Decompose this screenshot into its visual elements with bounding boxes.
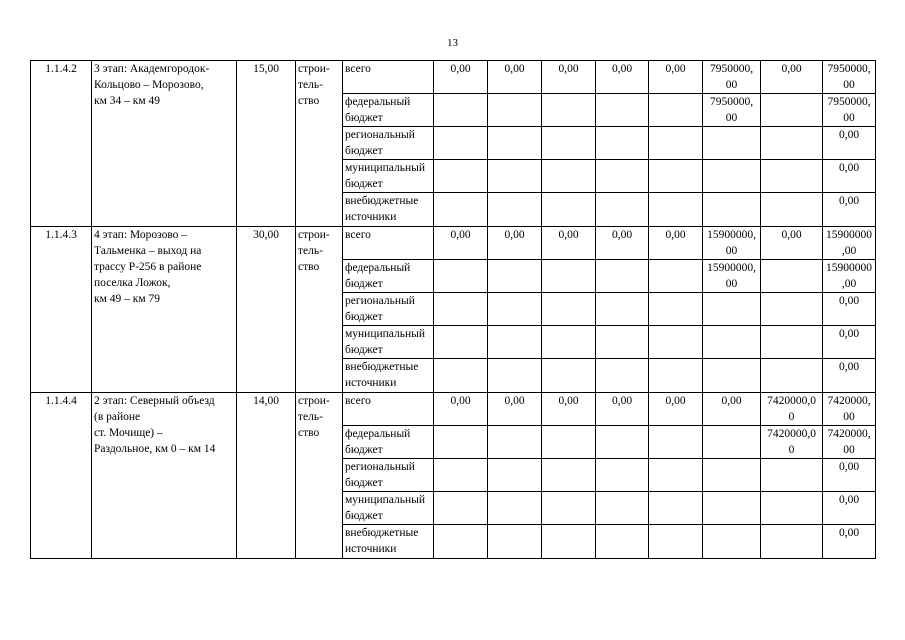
value-cell — [703, 293, 761, 326]
value-cell — [649, 426, 703, 459]
value-cell: 0,00 — [434, 227, 488, 260]
value-cell — [761, 326, 823, 359]
funding-source: внебюджетные источники — [343, 193, 434, 227]
value-cell — [649, 127, 703, 160]
value-cell — [542, 426, 596, 459]
funding-source: федеральный бюджет — [343, 260, 434, 293]
value-cell — [649, 459, 703, 492]
value-cell — [596, 293, 649, 326]
value-cell — [434, 359, 488, 393]
value-cell — [703, 525, 761, 559]
value-cell — [488, 160, 542, 193]
value-cell — [649, 326, 703, 359]
value-cell — [649, 160, 703, 193]
value-cell — [434, 525, 488, 559]
value-cell: 15900000, 00 — [703, 260, 761, 293]
funding-source: региональный бюджет — [343, 293, 434, 326]
value-cell — [761, 492, 823, 525]
value-cell — [596, 359, 649, 393]
value-cell: 0,00 — [823, 359, 876, 393]
value-cell: 0,00 — [649, 227, 703, 260]
row-type: строи- тель- ство — [296, 227, 343, 393]
value-cell — [703, 160, 761, 193]
value-cell — [542, 359, 596, 393]
value-cell: 7950000, 00 — [823, 61, 876, 94]
value-cell — [761, 127, 823, 160]
value-cell: 0,00 — [596, 227, 649, 260]
row-length: 30,00 — [237, 227, 296, 393]
value-cell — [649, 359, 703, 393]
value-cell — [542, 525, 596, 559]
funding-source: всего — [343, 393, 434, 426]
row-code: 1.1.4.3 — [31, 227, 92, 393]
value-cell — [649, 94, 703, 127]
value-cell: 0,00 — [823, 193, 876, 227]
value-cell: 15900000 ,00 — [823, 260, 876, 293]
value-cell: 0,00 — [488, 227, 542, 260]
row-type: строи- тель- ство — [296, 61, 343, 227]
value-cell — [596, 459, 649, 492]
funding-source: региональный бюджет — [343, 127, 434, 160]
value-cell — [703, 127, 761, 160]
value-cell — [761, 193, 823, 227]
row-length: 15,00 — [237, 61, 296, 227]
value-cell — [703, 492, 761, 525]
value-cell — [488, 459, 542, 492]
value-cell: 0,00 — [596, 61, 649, 94]
value-cell: 0,00 — [434, 61, 488, 94]
value-cell — [488, 426, 542, 459]
table-row — [31, 393, 876, 426]
funding-source: федеральный бюджет — [343, 94, 434, 127]
value-cell: 15900000 ,00 — [823, 227, 876, 260]
value-cell: 0,00 — [488, 393, 542, 426]
value-cell: 0,00 — [823, 459, 876, 492]
value-cell — [542, 492, 596, 525]
value-cell — [649, 492, 703, 525]
value-cell — [703, 459, 761, 492]
table-row — [31, 227, 876, 260]
funding-source: муниципальный бюджет — [343, 492, 434, 525]
value-cell — [434, 127, 488, 160]
funding-source: региональный бюджет — [343, 459, 434, 492]
value-cell: 0,00 — [488, 61, 542, 94]
row-name: 2 этап: Северный объезд (в районе ст. Мочище) – Раздольное, км 0 – км 14 — [92, 393, 237, 559]
row-name: 3 этап: Академгородок- Кольцово – Морозово, км 34 – км 49 — [92, 61, 237, 227]
value-cell: 0,00 — [434, 393, 488, 426]
page-number: 13 — [447, 37, 458, 49]
value-cell — [434, 492, 488, 525]
value-cell — [542, 459, 596, 492]
value-cell — [488, 293, 542, 326]
value-cell — [649, 525, 703, 559]
row-code: 1.1.4.4 — [31, 393, 92, 559]
value-cell: 7950000, 00 — [703, 61, 761, 94]
value-cell — [596, 326, 649, 359]
value-cell — [761, 160, 823, 193]
value-cell — [596, 193, 649, 227]
funding-source: муниципальный бюджет — [343, 160, 434, 193]
value-cell — [761, 94, 823, 127]
budget-table — [30, 60, 876, 559]
value-cell — [596, 127, 649, 160]
value-cell — [596, 260, 649, 293]
row-type: строи- тель- ство — [296, 393, 343, 559]
value-cell: 0,00 — [823, 293, 876, 326]
value-cell — [761, 459, 823, 492]
value-cell — [488, 359, 542, 393]
value-cell: 0,00 — [542, 61, 596, 94]
value-cell: 0,00 — [542, 227, 596, 260]
value-cell — [488, 260, 542, 293]
value-cell — [488, 326, 542, 359]
value-cell — [434, 459, 488, 492]
value-cell: 0,00 — [823, 127, 876, 160]
value-cell: 15900000, 00 — [703, 227, 761, 260]
value-cell — [596, 525, 649, 559]
funding-source: всего — [343, 227, 434, 260]
value-cell: 0,00 — [703, 393, 761, 426]
value-cell: 0,00 — [761, 61, 823, 94]
value-cell: 0,00 — [823, 492, 876, 525]
value-cell — [488, 492, 542, 525]
row-name: 4 этап: Морозово – Тальменка – выход на трассу Р-256 в районе поселка Ложок, км 49 – км 79 — [92, 227, 237, 393]
value-cell: 0,00 — [649, 61, 703, 94]
table-row — [31, 61, 876, 94]
funding-source: внебюджетные источники — [343, 525, 434, 559]
funding-source: федеральный бюджет — [343, 426, 434, 459]
value-cell: 7420000, 00 — [823, 426, 876, 459]
value-cell — [434, 160, 488, 193]
value-cell — [542, 193, 596, 227]
value-cell: 0,00 — [823, 326, 876, 359]
value-cell — [434, 326, 488, 359]
value-cell — [542, 160, 596, 193]
value-cell: 7420000,0 0 — [761, 393, 823, 426]
value-cell — [434, 293, 488, 326]
value-cell — [703, 426, 761, 459]
value-cell — [703, 193, 761, 227]
value-cell: 0,00 — [823, 525, 876, 559]
value-cell — [596, 426, 649, 459]
value-cell — [488, 127, 542, 160]
funding-source: всего — [343, 61, 434, 94]
value-cell — [542, 127, 596, 160]
value-cell: 7420000,0 0 — [761, 426, 823, 459]
row-length: 14,00 — [237, 393, 296, 559]
value-cell: 0,00 — [761, 227, 823, 260]
value-cell — [596, 160, 649, 193]
value-cell — [649, 260, 703, 293]
value-cell — [542, 94, 596, 127]
value-cell — [596, 94, 649, 127]
value-cell — [703, 359, 761, 393]
value-cell — [761, 525, 823, 559]
value-cell: 7950000, 00 — [703, 94, 761, 127]
value-cell: 0,00 — [649, 393, 703, 426]
funding-source: муниципальный бюджет — [343, 326, 434, 359]
value-cell — [761, 293, 823, 326]
value-cell — [649, 293, 703, 326]
value-cell: 7950000, 00 — [823, 94, 876, 127]
value-cell — [434, 260, 488, 293]
funding-source: внебюджетные источники — [343, 359, 434, 393]
value-cell: 0,00 — [542, 393, 596, 426]
value-cell — [703, 326, 761, 359]
value-cell — [542, 293, 596, 326]
value-cell: 0,00 — [596, 393, 649, 426]
value-cell — [596, 492, 649, 525]
value-cell — [434, 193, 488, 227]
value-cell — [761, 359, 823, 393]
value-cell: 7420000, 00 — [823, 393, 876, 426]
row-code: 1.1.4.2 — [31, 61, 92, 227]
value-cell: 0,00 — [823, 160, 876, 193]
value-cell — [542, 260, 596, 293]
value-cell — [488, 193, 542, 227]
value-cell — [761, 260, 823, 293]
value-cell — [434, 426, 488, 459]
value-cell — [542, 326, 596, 359]
value-cell — [434, 94, 488, 127]
value-cell — [649, 193, 703, 227]
value-cell — [488, 525, 542, 559]
value-cell — [488, 94, 542, 127]
